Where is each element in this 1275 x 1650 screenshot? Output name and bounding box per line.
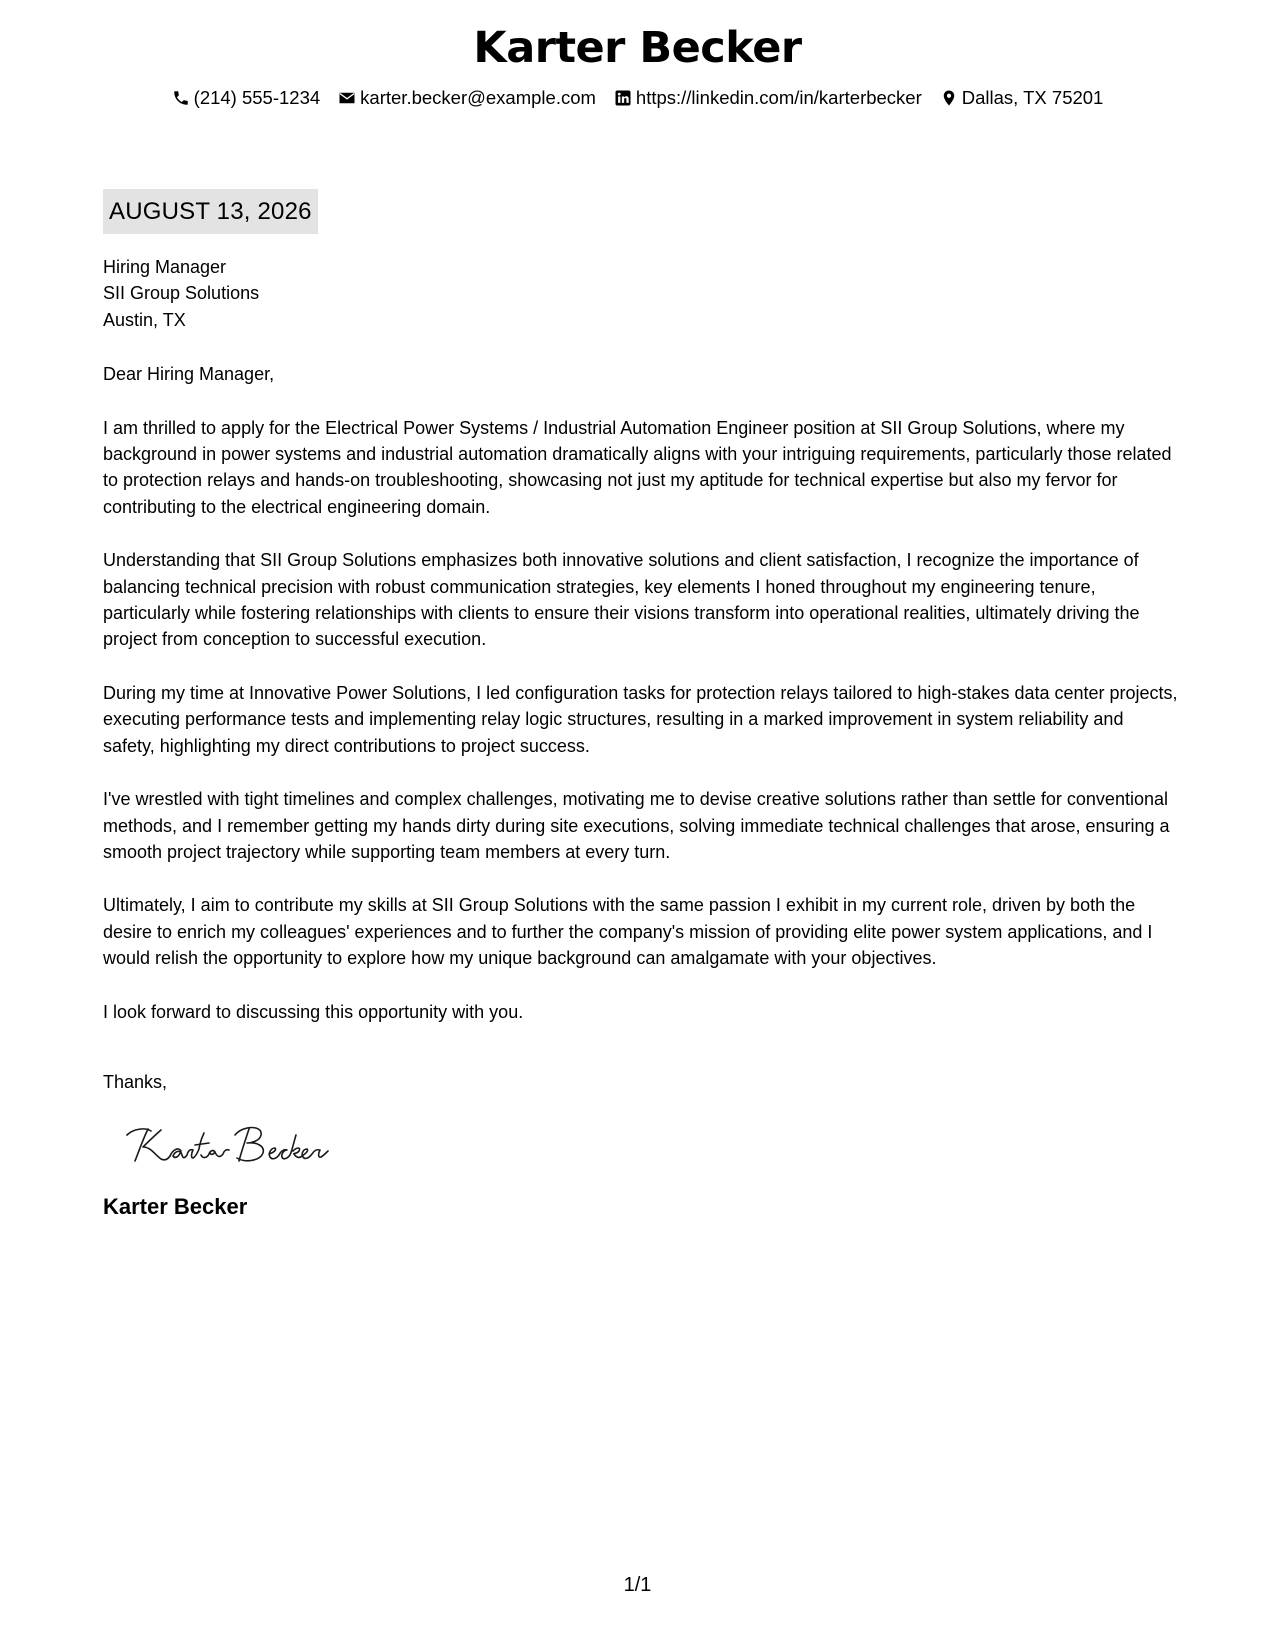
letter-header	[0, 20, 1275, 110]
contact-phone-text: (214) 555-1234	[193, 87, 321, 108]
contact-location-text: Dallas, TX 75201	[961, 87, 1104, 108]
contact-linkedin-text: https://linkedin.com/in/karterbecker	[635, 87, 922, 108]
handwritten-signature	[121, 1121, 351, 1171]
recipient-block	[103, 254, 1178, 333]
applicant-name: Karter Becker	[473, 23, 802, 73]
signer-name: Karter Becker	[103, 1193, 248, 1219]
contact-email-text: karter.becker@example.com	[360, 87, 596, 108]
linkedin-icon	[614, 89, 632, 107]
recipient-title: Hiring Manager	[103, 257, 227, 277]
contact-location	[940, 86, 1104, 110]
sign-off: Thanks,	[103, 1071, 168, 1092]
contact-linkedin[interactable]	[614, 86, 922, 110]
recipient-location: Austin, TX	[103, 309, 186, 330]
envelope-icon	[338, 89, 356, 107]
contact-info-bar	[0, 86, 1275, 110]
letter-date: AUGUST 13, 2026	[103, 189, 318, 234]
recipient-company: SII Group Solutions	[103, 283, 260, 304]
letter-body	[103, 254, 1178, 1221]
body-paragraph: I am thrilled to apply for the Electrical Power Systems / Industrial Automation Engineer position at SII Group Solutions, where my background in power systems and industrial automation dramatically aligns with your intriguing requirements, particularly those related to protection relays and hands-on troubleshooting, showcasing not just my aptitude for technical expertise but also my fervor for contributing to the electrical engineering domain.	[103, 417, 1172, 517]
page-number: 1/1	[623, 1574, 652, 1596]
contact-email[interactable]	[338, 86, 596, 110]
phone-icon	[172, 89, 190, 107]
salutation: Dear Hiring Manager,	[103, 364, 275, 385]
map-marker-icon	[940, 89, 958, 107]
body-paragraph: Understanding that SII Group Solutions emphasizes both innovative solutions and client satisfaction, I recognize the importance of balancing technical precision with robust communication strategies, key elements I honed throughout my engineering tenure, particularly while fostering relationships with clients to ensure their visions transform into operational realities, ultimately driving the project from conception to successful execution.	[103, 550, 1140, 650]
body-paragraph: During my time at Innovative Power Solutions, I led configuration tasks for protection relays tailored to high-stakes data center projects, executing performance tests and implementing relay logic structures, resulting in a marked improvement in system reliability and safety, highlighting my direct contributions to project success.	[103, 682, 1178, 756]
body-paragraph: I've wrestled with tight timelines and complex challenges, motivating me to devise creative solutions rather than settle for conventional methods, and I remember getting my hands dirty during site executions, solving immediate technical challenges that arose, ensuring a smooth project trajectory while supporting team members at every turn.	[103, 789, 1170, 862]
closing-line: I look forward to discussing this opportunity with you.	[103, 1001, 524, 1022]
contact-phone	[172, 86, 321, 110]
body-paragraph: Ultimately, I aim to contribute my skills at SII Group Solutions with the same passion I exhibit in my current role, driven by both the desire to enrich my colleagues' experiences and to further the company's mission of providing elite power system applications, and I would relish the opportunity to explore how my unique background can amalgamate with your objectives.	[103, 895, 1153, 969]
